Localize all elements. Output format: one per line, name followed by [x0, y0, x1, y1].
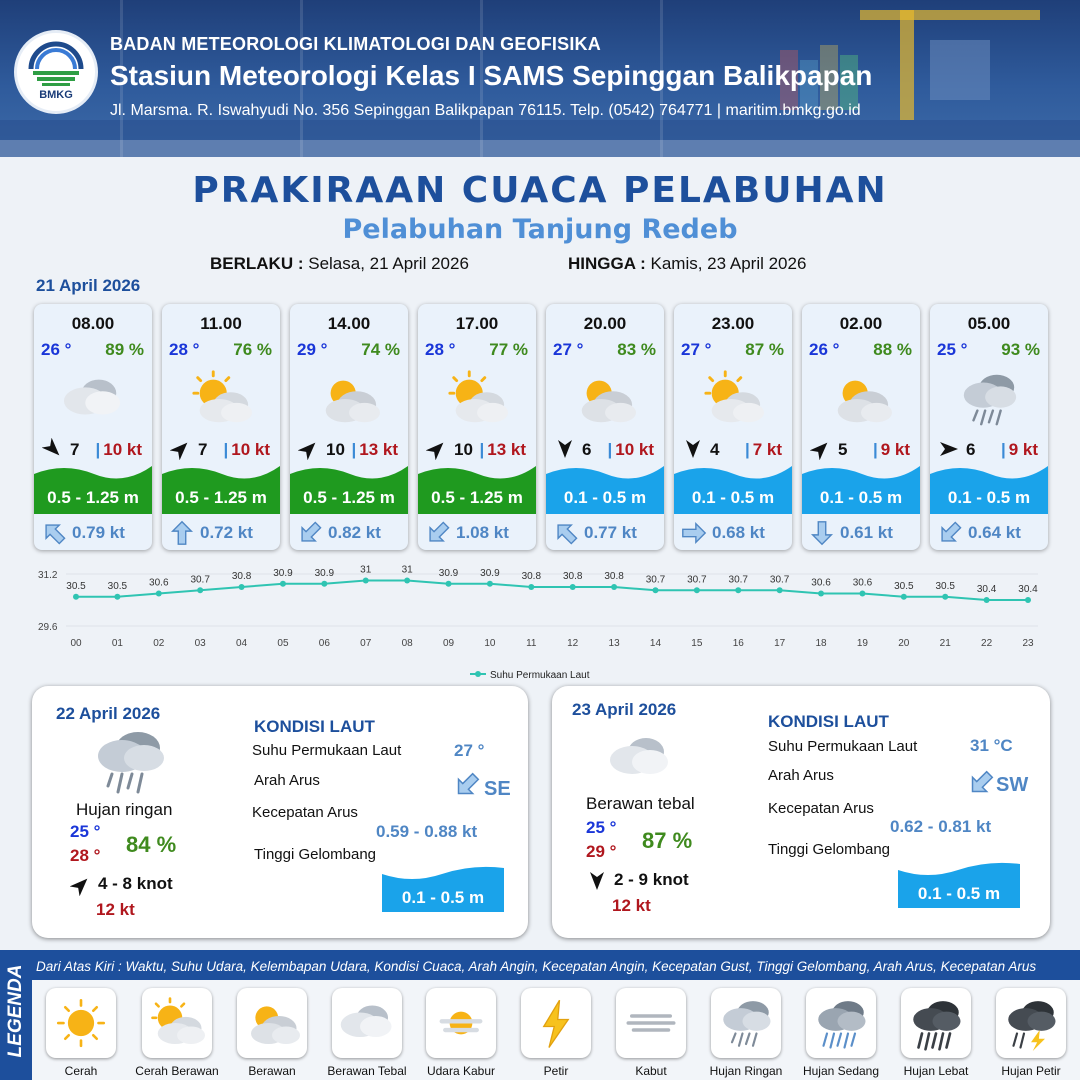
x-tick-label: 06 — [318, 638, 330, 649]
card-wind — [168, 438, 274, 462]
card-wind — [296, 438, 402, 462]
legend-description: Dari Atas Kiri : Waktu, Suhu Udara, Kelembapan Udara, Kondisi Cuaca, Arah Angin, Kecepatan Angin, Kecepatan Gust, Tinggi Gelombang, Arah Arus, Kecepatan Arus — [32, 950, 1080, 980]
wind-direction-icon — [586, 870, 608, 892]
x-tick-label: 08 — [401, 638, 413, 649]
y-tick-label: 29.6 — [38, 622, 58, 633]
legend-item-label: Cerah Berawan — [135, 1064, 219, 1078]
sst-data-label: 30.6 — [811, 577, 831, 589]
sst-data-label: 30.7 — [728, 574, 748, 586]
x-tick-label: 03 — [194, 638, 206, 649]
card-wind-speed: 6 — [966, 440, 976, 459]
legend-item-label: Hujan Petir — [1001, 1064, 1061, 1078]
card-temperature: 28 ° — [169, 340, 200, 359]
sst-data-label: 30.5 — [107, 580, 128, 592]
sst-data-label: 30.8 — [604, 571, 624, 582]
legend-item-label: Udara Kabur — [426, 1064, 496, 1078]
current-direction-icon — [966, 770, 996, 796]
day-date: 23 April 2026 — [572, 700, 677, 719]
x-tick-label: 19 — [856, 638, 868, 649]
legend-title: LEGENDA — [5, 964, 26, 1058]
current-direction-icon — [424, 520, 452, 546]
current-speed-value: 0.62 - 0.81 kt — [890, 817, 992, 836]
sst-data-point — [859, 591, 865, 597]
sst-data-point — [611, 584, 617, 590]
wave-height-value: 0.1 - 0.5 m — [401, 888, 485, 907]
page-subtitle: Pelabuhan Tanjung Redeb — [342, 214, 738, 245]
card-wind — [808, 438, 914, 462]
legend-item-label: Berawan Tebal — [327, 1064, 407, 1078]
day-tmax: 29 ° — [586, 842, 617, 861]
valid-from-value: Selasa, 21 April 2026 — [308, 254, 469, 273]
current-speed-label: Kecepatan Arus — [252, 804, 358, 821]
card-time: 11.00 — [200, 314, 242, 333]
hujan-sedang-icon — [806, 988, 876, 1058]
current-direction-icon — [808, 520, 836, 546]
x-tick-label: 17 — [774, 638, 786, 649]
card-wave-height: 0.1 - 0.5 m — [819, 488, 903, 507]
card-temperature: 29 ° — [297, 340, 328, 359]
kondisi-laut-title: KONDISI LAUT — [768, 712, 889, 731]
wind-direction-icon — [170, 438, 192, 460]
sst-label: Suhu Permukaan Laut — [252, 742, 402, 759]
sst-data-point — [652, 587, 658, 593]
cerah-berawan-icon — [694, 368, 772, 430]
sst-data-label: 30.5 — [935, 580, 955, 592]
card-wave-height: 0.1 - 0.5 m — [691, 488, 775, 507]
card-wind-speed: 10 — [326, 440, 345, 459]
card-current-speed: 0.64 kt — [968, 523, 1021, 542]
card-temperature: 27 ° — [681, 340, 712, 359]
forecast-card — [34, 304, 152, 550]
udara-kabur-icon — [426, 988, 496, 1058]
card-temperature: 26 ° — [41, 340, 72, 359]
card-current — [34, 516, 152, 550]
card-gust-value: 10 kt — [231, 440, 270, 459]
sst-data-label: 30.9 — [273, 567, 293, 579]
x-tick-label: 02 — [153, 638, 165, 649]
sst-data-point — [487, 581, 493, 587]
current-direction-icon — [680, 520, 708, 546]
card-wind-speed: 10 — [454, 440, 473, 459]
legend-item — [237, 988, 307, 1058]
sst-data-label: 30.4 — [1018, 584, 1038, 595]
cerah-berawan-icon — [142, 988, 212, 1058]
legend-body — [32, 950, 1080, 1080]
current-direction-icon — [936, 520, 964, 546]
card-current-speed: 0.68 kt — [712, 523, 765, 542]
forecast-card — [802, 304, 920, 550]
current-direction-value: SE — [484, 778, 511, 800]
legend — [0, 950, 1080, 1080]
day-humidity: 84 % — [126, 832, 177, 857]
card-time: 05.00 — [967, 314, 1011, 333]
wind-direction-icon — [426, 438, 448, 460]
current-direction-icon — [452, 772, 482, 798]
day-gust: 12 kt — [612, 896, 651, 915]
legend-item-label: Petir — [543, 1064, 569, 1078]
berawan-tebal-icon — [604, 732, 674, 782]
day1-date: 21 April 2026 — [36, 276, 141, 295]
berawan-icon — [237, 988, 307, 1058]
card-gust: | 9 kt — [1000, 440, 1038, 459]
sst-value: 31 °C — [970, 736, 1013, 755]
x-tick-label: 01 — [111, 638, 123, 649]
card-time: 17.00 — [455, 314, 499, 333]
day-humidity: 87 % — [642, 828, 693, 853]
hujan-ringan-icon — [88, 726, 176, 798]
sst-data-point — [363, 578, 369, 584]
forecast-card — [290, 304, 408, 550]
card-current — [802, 516, 920, 550]
berawan-icon — [566, 368, 644, 430]
day-panel-22 — [32, 686, 528, 938]
card-temperature: 25 ° — [937, 340, 968, 359]
cerah-berawan-icon — [182, 368, 260, 430]
petir-icon — [521, 988, 591, 1058]
sst-data-point — [280, 581, 286, 587]
day-condition: Hujan ringan — [76, 800, 173, 819]
x-tick-label: 23 — [1022, 638, 1034, 649]
current-speed-label: Kecepatan Arus — [768, 800, 874, 817]
current-direction-value: SW — [996, 774, 1029, 796]
card-gust-value: 7 kt — [752, 440, 782, 459]
card-wind-speed: 6 — [582, 440, 592, 459]
day-gust: 12 kt — [96, 900, 135, 919]
x-tick-label: 15 — [691, 638, 703, 649]
sst-data-point — [942, 594, 948, 600]
card-current — [674, 516, 792, 550]
sst-data-label: 30.8 — [231, 571, 252, 582]
card-wind — [552, 438, 658, 462]
x-tick-label: 11 — [526, 638, 537, 649]
valid-to-value: Kamis, 23 April 2026 — [650, 254, 807, 273]
card-wave-height: 0.5 - 1.25 m — [175, 488, 267, 507]
sst-data-point — [114, 594, 120, 600]
forecast-card — [418, 304, 536, 550]
card-wind — [936, 438, 1042, 462]
sst-data-label: 30.6 — [852, 577, 873, 589]
y-tick-label: 31.2 — [38, 570, 58, 581]
sst-data-point — [73, 594, 79, 600]
x-tick-label: 04 — [236, 638, 248, 649]
sst-data-label: 30.5 — [894, 580, 914, 592]
sst-data-point — [1025, 597, 1031, 603]
card-wind — [40, 438, 146, 462]
header-banner — [0, 0, 1080, 157]
card-gust-value: 13 kt — [359, 440, 398, 459]
card-time: 23.00 — [711, 314, 755, 333]
card-humidity: 76 % — [233, 340, 272, 359]
legend-item — [806, 988, 876, 1058]
sst-data-label: 30.7 — [769, 574, 790, 586]
card-gust-value: 10 kt — [615, 440, 654, 459]
sst-data-point — [570, 584, 576, 590]
x-tick-label: 00 — [70, 638, 82, 649]
card-temperature: 27 ° — [553, 340, 584, 359]
x-tick-label: 09 — [442, 638, 455, 649]
card-wind-speed: 5 — [838, 440, 848, 459]
sst-data-label: 30.5 — [66, 580, 86, 592]
card-wind — [424, 438, 530, 462]
hujan-ringan-icon — [711, 988, 781, 1058]
card-wave-height: 0.5 - 1.25 m — [431, 488, 523, 507]
day-tmin: 25 ° — [70, 822, 101, 841]
sst-data-label: 30.9 — [438, 567, 459, 579]
legend-item-label: Hujan Lebat — [903, 1064, 969, 1078]
card-gust: | 7 kt — [744, 440, 782, 459]
sst-data-point — [239, 584, 245, 590]
x-tick-label: 12 — [567, 638, 579, 649]
card-wave-height: 0.5 - 1.25 m — [47, 488, 139, 507]
card-gust-value: 13 kt — [487, 440, 526, 459]
x-tick-label: 05 — [277, 638, 289, 649]
sst-data-point — [735, 587, 741, 593]
valid-from-label: BERLAKU : — [210, 254, 304, 273]
sst-data-label: 30.8 — [521, 571, 542, 582]
hujan-petir-icon — [996, 988, 1066, 1058]
wind-direction-icon — [554, 438, 576, 460]
legend-item — [332, 988, 402, 1058]
card-time: 14.00 — [327, 314, 371, 333]
valid-to — [568, 254, 806, 274]
card-wave-height: 0.1 - 0.5 m — [563, 488, 647, 507]
current-direction-icon — [552, 520, 580, 546]
chart-legend-label: Suhu Permukaan Laut — [490, 670, 590, 681]
day-tmax: 28 ° — [70, 846, 101, 865]
sst-data-point — [901, 594, 907, 600]
card-gust-value: 9 kt — [880, 440, 910, 459]
card-wind-speed: 7 — [198, 440, 208, 459]
legend-item-label: Hujan Sedang — [802, 1064, 880, 1078]
card-current-speed: 0.61 kt — [840, 523, 893, 542]
hujan-lebat-icon — [901, 988, 971, 1058]
sst-data-point — [694, 587, 700, 593]
sst-data-label: 30.9 — [314, 567, 335, 579]
legend-item — [901, 988, 971, 1058]
card-temperature: 28 ° — [425, 340, 456, 359]
day-panel-23 — [552, 686, 1050, 938]
sst-label: Suhu Permukaan Laut — [768, 738, 918, 755]
card-current — [418, 516, 536, 550]
wind-direction-icon — [682, 438, 704, 460]
sst-data-point — [156, 591, 162, 597]
x-tick-label: 18 — [815, 638, 827, 649]
card-humidity: 93 % — [1001, 340, 1040, 359]
forecast-card — [674, 304, 792, 550]
wave-height-label: Tinggi Gelombang — [254, 846, 377, 863]
sst-data-point — [818, 591, 824, 597]
wave-height-value: 0.1 - 0.5 m — [917, 884, 1001, 903]
wind-direction-icon — [42, 438, 64, 460]
day-date: 22 April 2026 — [56, 704, 161, 723]
station-name: Stasiun Meteorologi Kelas I SAMS Sepinggan Balikpapan — [110, 60, 873, 91]
day-tmin: 25 ° — [586, 818, 617, 837]
card-humidity: 74 % — [361, 340, 400, 359]
card-wave-height: 0.1 - 0.5 m — [947, 488, 1031, 507]
kondisi-laut-title: KONDISI LAUT — [254, 717, 375, 736]
card-wind-speed: 7 — [70, 440, 80, 459]
legend-item-label: Kabut — [635, 1064, 667, 1078]
hujan-ringan-icon — [950, 368, 1028, 430]
card-time: 08.00 — [71, 314, 115, 333]
wave-height-label: Tinggi Gelombang — [768, 841, 891, 858]
card-current — [930, 516, 1048, 550]
page-title: PRAKIRAAN CUACA PELABUHAN — [192, 170, 888, 211]
legend-swatch-dot — [475, 671, 481, 677]
legend-item — [426, 988, 496, 1058]
x-tick-label: 14 — [649, 638, 662, 649]
valid-to-label: HINGGA : — [568, 254, 646, 273]
legend-item-label: Berawan — [248, 1064, 296, 1078]
wind-direction-icon — [810, 438, 832, 460]
sst-data-label: 31 — [360, 564, 372, 576]
sst-data-point — [528, 584, 534, 590]
sst-data-point — [321, 581, 327, 587]
bmkg-logo — [14, 30, 98, 114]
card-gust: | 10 kt — [607, 440, 654, 459]
current-speed-value: 0.59 - 0.88 kt — [376, 822, 478, 841]
card-gust-value: 10 kt — [103, 440, 142, 459]
wind-direction-icon — [298, 438, 320, 460]
card-wind-speed: 4 — [710, 440, 720, 459]
kabut-icon — [616, 988, 686, 1058]
sst-value: 27 ° — [454, 741, 485, 760]
card-wind — [680, 438, 786, 462]
card-gust: | 10 kt — [223, 440, 270, 459]
station-address: Jl. Marsma. R. Iswahyudi No. 356 Sepinggan Balikpapan 76115. Telp. (0542) 764771 | maritim.bmkg.go.id — [110, 102, 861, 119]
sst-data-label: 31 — [401, 564, 413, 576]
berawan-icon — [822, 368, 900, 430]
sst-data-label: 30.7 — [687, 574, 707, 586]
legend-item-label: Hujan Ringan — [709, 1064, 783, 1078]
agency-name: BADAN METEOROLOGI KLIMATOLOGI DAN GEOFISIKA — [110, 34, 601, 54]
berawan-tebal-icon — [332, 988, 402, 1058]
x-tick-label: 21 — [939, 638, 951, 649]
card-wave-height: 0.5 - 1.25 m — [303, 488, 395, 507]
card-current-speed: 1.08 kt — [456, 523, 509, 542]
day-wind: 2 - 9 knot — [614, 870, 689, 889]
forecast-card — [546, 304, 664, 550]
card-gust: | 10 kt — [95, 440, 142, 459]
sst-data-label: 30.9 — [480, 567, 500, 579]
sst-data-label: 30.4 — [976, 584, 997, 595]
current-direction-label: Arah Arus — [768, 767, 834, 784]
card-humidity: 77 % — [489, 340, 528, 359]
sst-data-label: 30.6 — [149, 577, 169, 589]
card-humidity: 87 % — [745, 340, 784, 359]
card-temperature: 26 ° — [809, 340, 840, 359]
x-tick-label: 16 — [732, 638, 744, 649]
legend-item — [142, 988, 212, 1058]
card-current-speed: 0.77 kt — [584, 523, 637, 542]
card-current-speed: 0.72 kt — [200, 523, 253, 542]
card-gust: | 9 kt — [872, 440, 910, 459]
sst-chart — [30, 562, 1050, 686]
forecast-card — [930, 304, 1048, 550]
card-gust-value: 9 kt — [1008, 440, 1038, 459]
card-gust: | 13 kt — [351, 440, 398, 459]
current-direction-icon — [296, 520, 324, 546]
sst-data-label: 30.8 — [562, 571, 583, 582]
legend-item — [616, 988, 686, 1058]
valid-from — [210, 254, 469, 274]
current-direction-icon — [168, 520, 196, 546]
card-current — [546, 516, 664, 550]
card-humidity: 88 % — [873, 340, 912, 359]
current-direction-icon — [40, 520, 68, 546]
legend-item — [996, 988, 1066, 1058]
berawan-tebal-icon — [54, 368, 132, 430]
day-condition: Berawan tebal — [586, 794, 695, 813]
x-tick-label: 07 — [360, 638, 372, 649]
legend-item-label: Cerah — [64, 1064, 98, 1078]
wind-direction-icon — [938, 438, 960, 460]
sst-data-label: 30.7 — [190, 574, 210, 586]
sst-data-point — [197, 587, 203, 593]
sst-data-point — [777, 587, 783, 593]
logo-text: BMKG — [39, 89, 73, 101]
x-tick-label: 13 — [608, 638, 620, 649]
sst-data-label: 30.7 — [645, 574, 666, 586]
card-gust: | 13 kt — [479, 440, 526, 459]
day-wind: 4 - 8 knot — [98, 874, 173, 893]
x-tick-label: 20 — [898, 638, 910, 649]
wind-direction-icon — [70, 874, 92, 896]
sst-series-line — [76, 581, 1028, 601]
card-current-speed: 0.82 kt — [328, 523, 381, 542]
sst-data-point — [446, 581, 452, 587]
current-direction-label: Arah Arus — [254, 772, 320, 789]
cerah-icon — [46, 988, 116, 1058]
card-time: 20.00 — [583, 314, 627, 333]
card-time: 02.00 — [839, 314, 883, 333]
legend-side-label — [0, 950, 32, 1080]
card-current — [162, 516, 280, 550]
card-current-speed: 0.79 kt — [72, 523, 125, 542]
sst-data-point — [984, 597, 990, 603]
card-humidity: 89 % — [105, 340, 144, 359]
legend-item — [46, 988, 116, 1058]
x-tick-label: 10 — [484, 638, 496, 649]
forecast-card — [162, 304, 280, 550]
legend-item — [521, 988, 591, 1058]
legend-item — [711, 988, 781, 1058]
card-humidity: 83 % — [617, 340, 656, 359]
x-tick-label: 22 — [981, 638, 993, 649]
cerah-berawan-icon — [438, 368, 516, 430]
card-current — [290, 516, 408, 550]
sst-data-point — [404, 578, 410, 584]
berawan-icon — [310, 368, 388, 430]
